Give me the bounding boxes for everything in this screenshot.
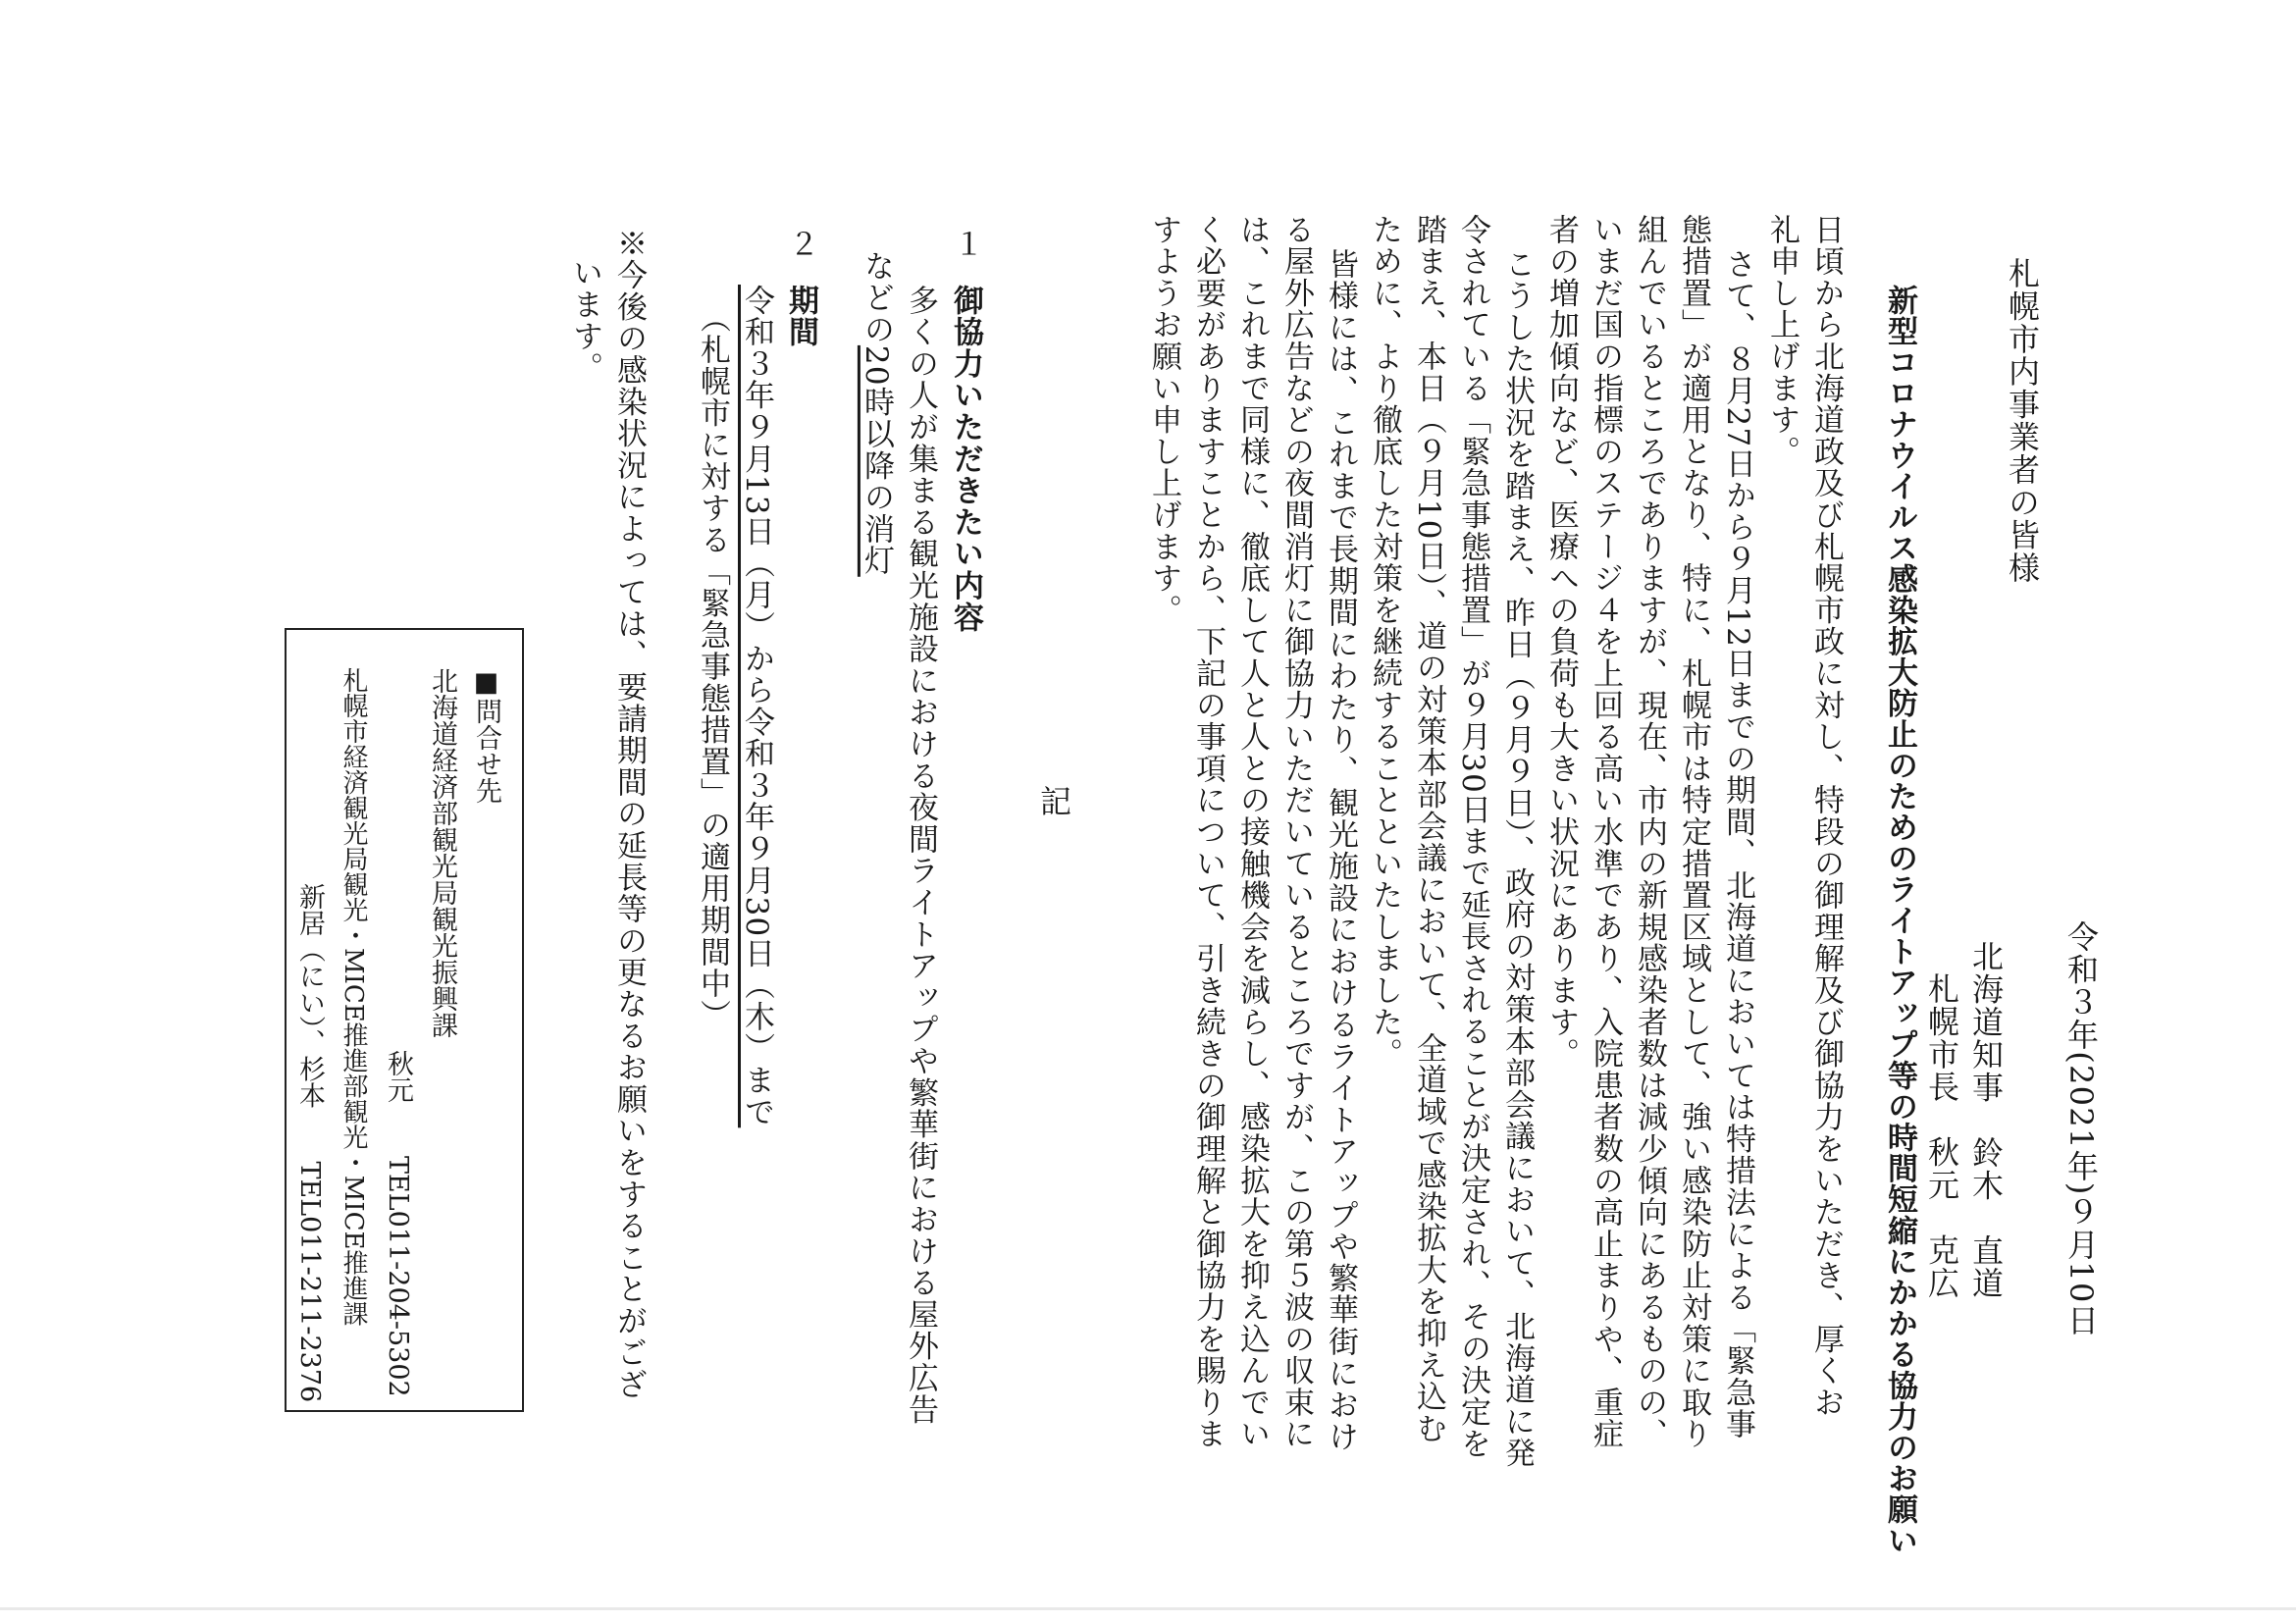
- paragraph-3-line-4: ために、より徹底した対策を継続することといたしました。: [1367, 214, 1402, 1071]
- ki-marker: 記: [1035, 785, 1072, 818]
- contact-person-2: 新居（にい）、杉本 TEL011-211-2376: [294, 883, 325, 1403]
- paragraph-2-line-1: さて、８月27日から９月12日までの期間、北海道においては特措法による「緊急事: [1720, 248, 1755, 1440]
- paragraph-3-line-1: こうした状況を踏まえ、昨日（９月９日）、政府の対策本部会議において、北海道に発: [1499, 248, 1535, 1470]
- paragraph-1-line-1: 日頃から北海道政及び札幌市政に対し、特段の御理解及び御協力をいただき、厚くお: [1808, 214, 1844, 1419]
- item-1-line-2-plain: などの: [859, 250, 894, 345]
- item-1-line-2-underlined: 20時以降の消灯: [859, 344, 894, 577]
- item-2-heading: 期間: [783, 285, 818, 348]
- item-2-number: ２: [783, 228, 818, 260]
- paragraph-4-line-2: る屋外広告などの夜間消灯に御協力いただいているところですが、この第５波の収束に: [1278, 214, 1314, 1450]
- note-line-1: ※今後の感染状況によっては、要請期間の延長等の更なるお願いをすることがござ: [611, 228, 647, 1401]
- item-1-number: １: [948, 228, 983, 260]
- paragraph-4-line-4: く必要がありますことから、下記の事項について、引き続きの御理解と御協力を賜りま: [1190, 214, 1226, 1450]
- paragraph-2-line-2: 態措置」が適用となり、特に、札幌市は特定措置区域として、強い感染防止対策に取り: [1676, 214, 1711, 1450]
- scan-edge-line: [0, 1607, 2296, 1610]
- paragraph-4-line-3: は、これまで同様に、徹底して人と人との接触機会を減らし、感染拡大を抑え込んでい: [1234, 214, 1270, 1450]
- sender-mayor: 札幌市長 秋元 克広: [1923, 972, 1960, 1299]
- paragraph-3-line-3: 踏まえ、本日（９月10日）、道の対策本部会議において、全道域で感染拡大を抑え込む: [1411, 214, 1446, 1444]
- paragraph-4-line-1: 皆様には、これまで長期間にわたり、観光施設におけるライトアップや繁華街におけ: [1323, 248, 1358, 1453]
- item-1-line-1: 多くの人が集まる観光施設における夜間ライトアップや繁華街における屋外広告: [903, 285, 938, 1426]
- item-1-heading: 御協力いただきたい内容: [948, 285, 983, 634]
- contact-person-1: 秋元 TEL011-204-5302: [383, 1050, 413, 1397]
- note-line-2: います。: [567, 257, 602, 385]
- item-2-period-note: （札幌市に対する「緊急事態措置」の適用期間中）: [695, 302, 730, 1031]
- paragraph-3-line-2: 令されている「緊急事態措置」が９月30日まで延長されることが決定され、その決定を: [1455, 214, 1490, 1460]
- paragraph-4-line-5: すようお願い申し上げます。: [1146, 214, 1181, 626]
- addressee: 札幌市内事業者の皆様: [2004, 257, 2041, 584]
- document-date: 令和３年(2021年)９月10日: [2062, 920, 2100, 1336]
- paragraph-2-line-3: 組んでいるところでありますが、現在、市内の新規感染者数は減少傾向にあるものの、: [1632, 214, 1667, 1450]
- contact-org-1: 北海道経済部観光局観光振興課: [427, 667, 457, 1038]
- sender-governor: 北海道知事 鈴木 直道: [1967, 939, 2005, 1299]
- paragraph-2-line-5: 者の増加傾向など、医療への負荷も大きい状況にあります。: [1543, 214, 1579, 1071]
- paragraph-2-line-4: いまだ国の指標のステージ４を上回る高い水準であり、入院患者数の高止まりや、重症: [1588, 214, 1623, 1450]
- item-2-period: 令和３年９月13日（月）から令和３年９月30日（木）まで: [739, 285, 774, 1128]
- contact-heading: ■問合せ先: [471, 667, 501, 804]
- item-1-line-2: [859, 250, 894, 577]
- paragraph-1-line-2: 礼申し上げます。: [1764, 214, 1800, 468]
- contact-org-2: 札幌市経済観光局観光・MICE推進部観光・MICE推進課: [339, 667, 368, 1327]
- document-title: 新型コロナウイルス感染拡大防止のためのライトアップ等の時間短縮にかかる協力のお願い: [1882, 285, 1917, 1556]
